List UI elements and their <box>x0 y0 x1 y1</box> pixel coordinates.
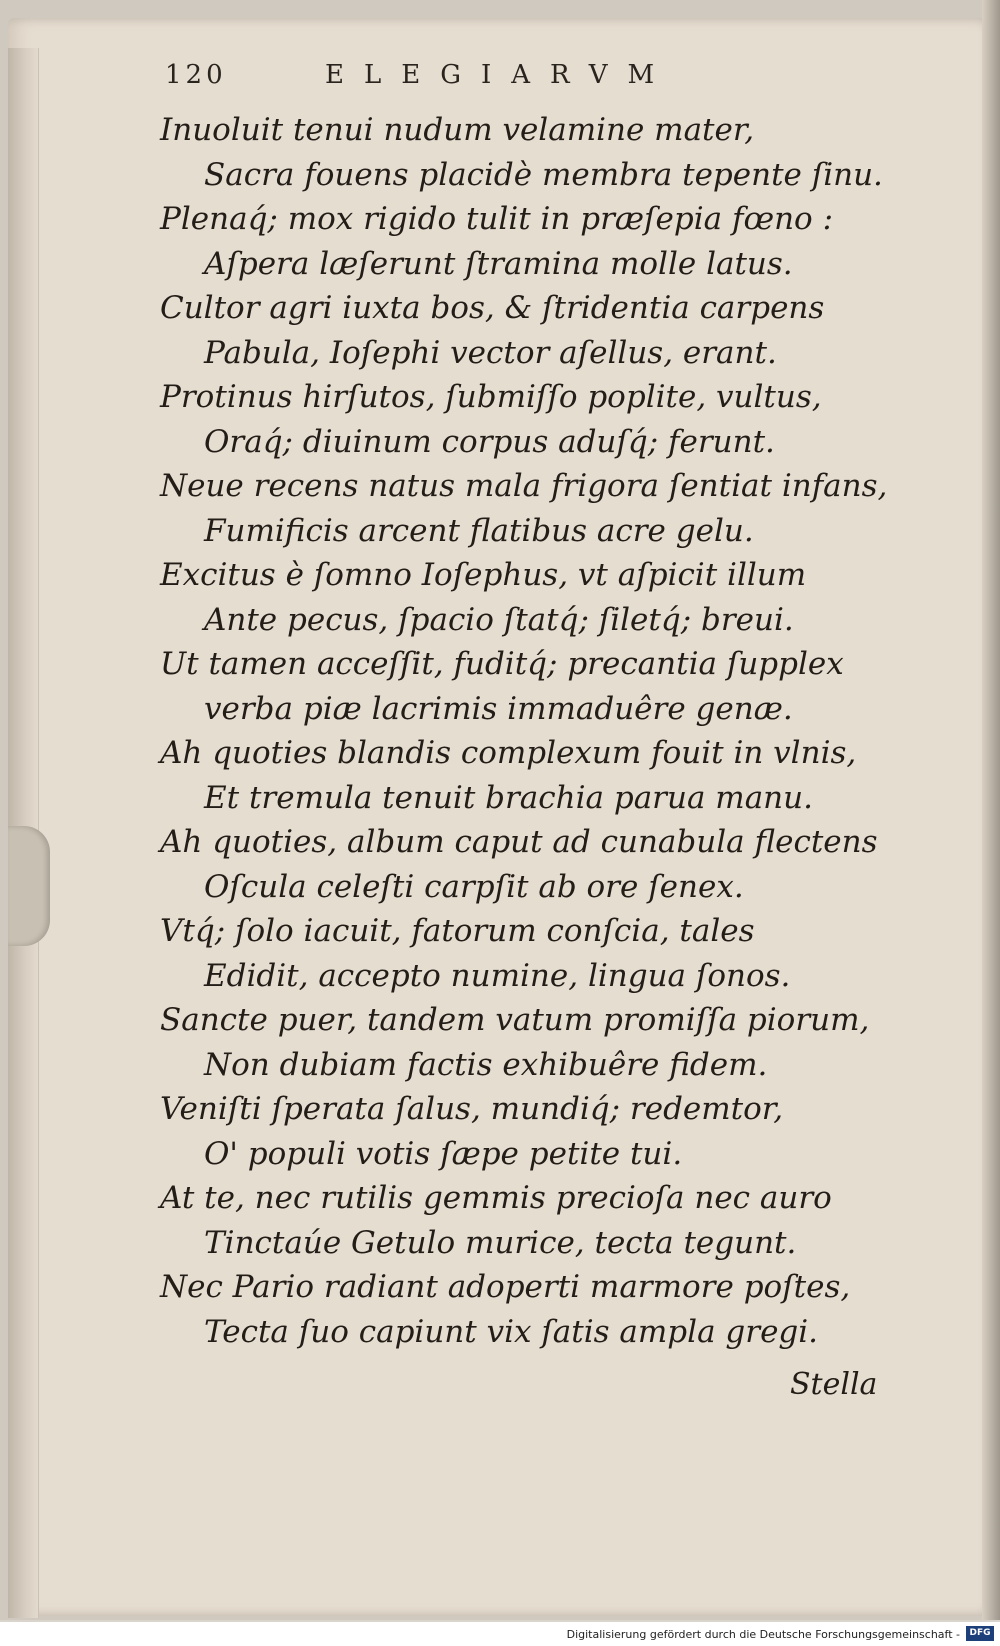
verse-line: Vtq́; ſolo iacuit, fatorum conſcia, tales <box>160 913 755 949</box>
page-header <box>165 60 765 100</box>
verse-line: Nec Pario radiant adoperti marmore poſtes, <box>160 1269 851 1305</box>
verse-line: Neue recens natus mala frigora ſentiat infans, <box>160 468 888 504</box>
catchword: Stella <box>790 1367 878 1402</box>
verse-line: At te, nec rutilis gemmis precioſa nec auro <box>160 1180 832 1216</box>
verse-line: Edidit, accepto numine, lingua ſonos. <box>204 957 791 994</box>
verse-line: Excitus è ſomno Ioſephus, vt aſpicit illum <box>160 557 807 593</box>
verse-line: Oraq́; diuinum corpus aduſq́; ferunt. <box>204 423 775 460</box>
book-clasp <box>8 826 50 946</box>
verse-line: Protinus hirſutos, ſubmiſſo poplite, vultus, <box>160 379 822 415</box>
verse-line: Tecta ſuo capiunt vix ſatis ampla gregi. <box>204 1313 819 1350</box>
verse-line: Ah quoties blandis complexum fouit in vlnis, <box>160 735 857 771</box>
verse-line: Ut tamen acceſſit, fuditq́; precantia ſupplex <box>160 646 844 682</box>
page-number: 120 <box>165 60 227 90</box>
verse-line: O' populi votis ſæpe petite tui. <box>204 1135 683 1172</box>
verse-line: verba piæ lacrimis immaduêre genæ. <box>204 690 793 727</box>
verse-line: Sancte puer, tandem vatum promiſſa piorum, <box>160 1002 870 1038</box>
verse-line: Inuoluit tenui nudum velamine mater, <box>160 112 755 148</box>
digitization-footer <box>0 1622 1000 1646</box>
verse-line: Cultor agri iuxta bos, & ſtridentia carpens <box>160 290 825 326</box>
verse-line: Non dubiam factis exhibuêre fidem. <box>204 1046 768 1083</box>
funding-credit: Digitalisierung gefördert durch die Deutsche Forschungsgemeinschaft - <box>566 1628 960 1641</box>
verse-line: Sacra fouens placidè membra tepente ſinu. <box>204 156 883 193</box>
verse-line: Et tremula tenuit brachia parua manu. <box>204 779 813 816</box>
verse-line: Veniſti ſperata ſalus, mundiq́; redemtor, <box>160 1091 784 1127</box>
verse-line: Ante pecus, ſpacio ſtatq́; ſiletq́; breui. <box>204 601 794 638</box>
dfg-logo-icon: DFG <box>966 1626 994 1641</box>
running-title: ELEGIARVM <box>325 60 675 90</box>
book-gutter <box>982 0 1000 1620</box>
verse-line: Plenaq́; mox rigido tulit in præſepia fœno : <box>160 201 834 237</box>
verse-line: Ah quoties, album caput ad cunabula flectens <box>160 824 878 860</box>
verse-line: Aſpera læſerunt ſtramina molle latus. <box>204 245 793 282</box>
verse-line: Pabula, Ioſephi vector aſellus, erant. <box>204 334 777 371</box>
verse-line: Fumificis arcent flatibus acre gelu. <box>204 512 754 549</box>
verse-line: Tinctaúe Getulo murice, tecta tegunt. <box>204 1224 797 1261</box>
poem-text <box>160 108 920 1354</box>
verse-line: Oſcula celeſti carpſit ab ore ſenex. <box>204 868 744 905</box>
